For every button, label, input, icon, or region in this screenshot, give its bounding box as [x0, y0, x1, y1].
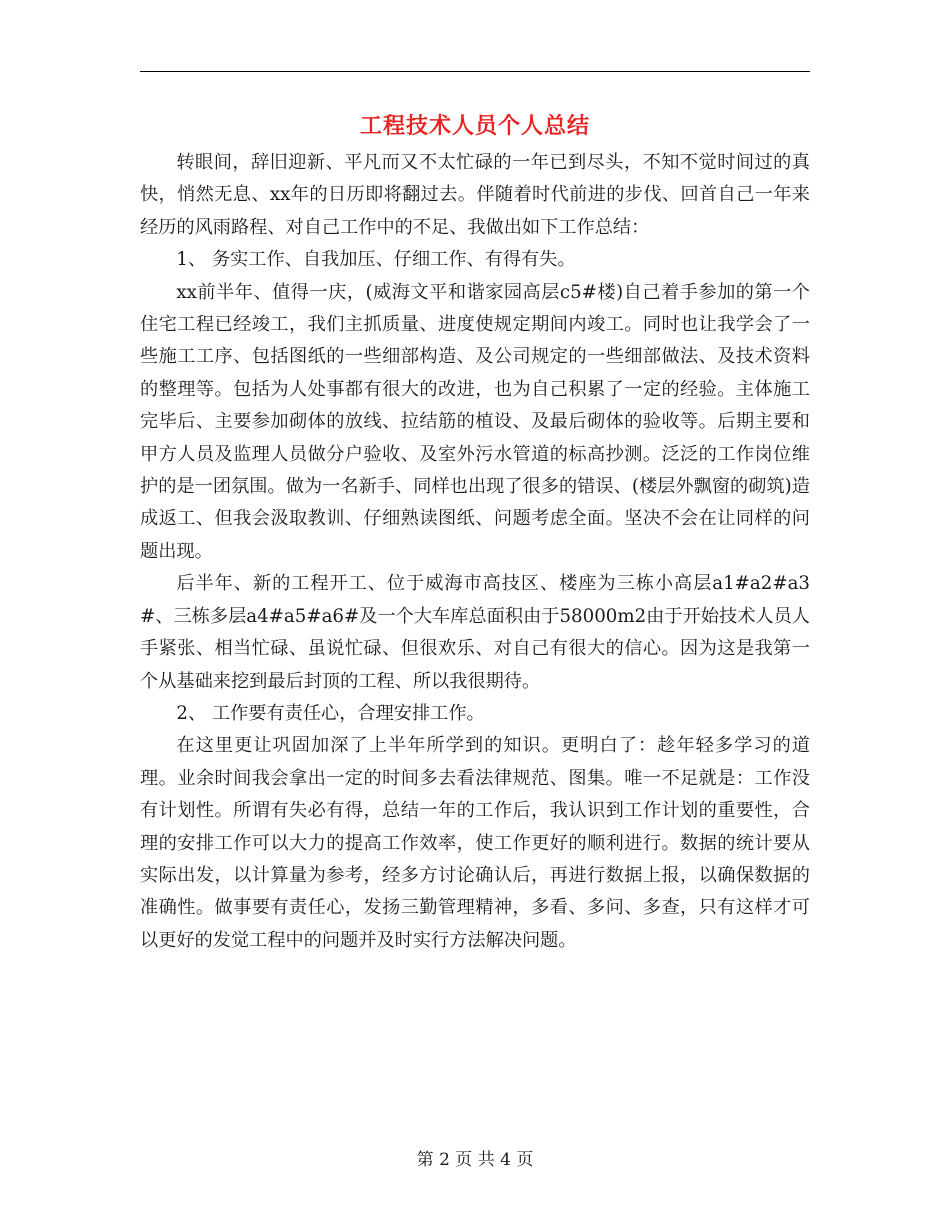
header-rule	[140, 71, 810, 72]
paragraph-first-half: xx前半年、值得一庆，(威海文平和谐家园高层c5#楼)自己着手参加的第一个住宅工程已经竣工，我们主抓质量、进度使规定期间内竣工。同时也让我学会了一些施工工序、包括图纸的一些细部构造、及公司规定的一些细部做法、及技术资料的整理等。包括为人处事都有很大的改进，也为自己积累了一定的经验。主体施工完毕后、主要参加砌体的放线、拉结筋的植设、及最后砌体的验收等。后期主要和甲方人员及监理人员做分户验收、及室外污水管道的标高抄测。泛泛的工作岗位维护的是一团氛围。做为一名新手、同样也出现了很多的错误、(楼层外飘窗的砌筑)造成返工、但我会汲取教训、仔细熟读图纸、问题考虑全面。坚决不会在让同样的问题出现。	[140, 281, 810, 562]
section-heading-1: 1、 务实工作、自我加压、仔细工作、有得有失。	[176, 249, 576, 271]
paragraph-responsibility: 在这里更让巩固加深了上半年所学到的知识。更明白了：趁年轻多学习的道理。业余时间我会拿出一定的时间多去看法律规范、图集。唯一不足就是：工作没有计划性。所谓有失必有得，总结一年的工作后，我认识到工作计划的重要性，合理的安排工作可以大力的提高工作效率，使工作更好的顺利进行。数据的统计要从实际出发，以计算量为参考，经多方讨论确认后，再进行数据上报，以确保数据的准确性。做事要有责任心，发扬三勤管理精神，多看、多问、多查，只有这样才可以更好的发觉工程中的问题并及时实行方法解决问题。	[140, 735, 810, 951]
document-title: 工程技术人员个人总结	[359, 113, 590, 139]
section-heading-2: 2、 工作要有责任心，合理安排工作。	[176, 702, 485, 724]
paragraph-second-half: 后半年、新的工程开工、位于威海市高技区、楼座为三栋小高层a1#a2#a3#、三栋多层a4#a5#a6#及一个大车库总面积由于58000m2由于开始技术人员人手紧张、相当忙碌、虽说忙碌、但很欢乐、对自己有很大的信心。因为这是我第一个从基础来挖到最后封顶的工程、所以我很期待。	[140, 573, 810, 692]
document-body	[140, 147, 810, 957]
paragraph-intro: 转眼间，辞旧迎新、平凡而又不太忙碌的一年已到尽头，不知不觉时间过的真快，悄然无息、xx年的日历即将翻过去。伴随着时代前进的步伐、回首自己一年来经历的风雨路程、对自己工作中的不足、我做出如下工作总结：	[140, 152, 810, 238]
page-number-footer: 第 2 页 共 4 页	[416, 1150, 534, 1170]
